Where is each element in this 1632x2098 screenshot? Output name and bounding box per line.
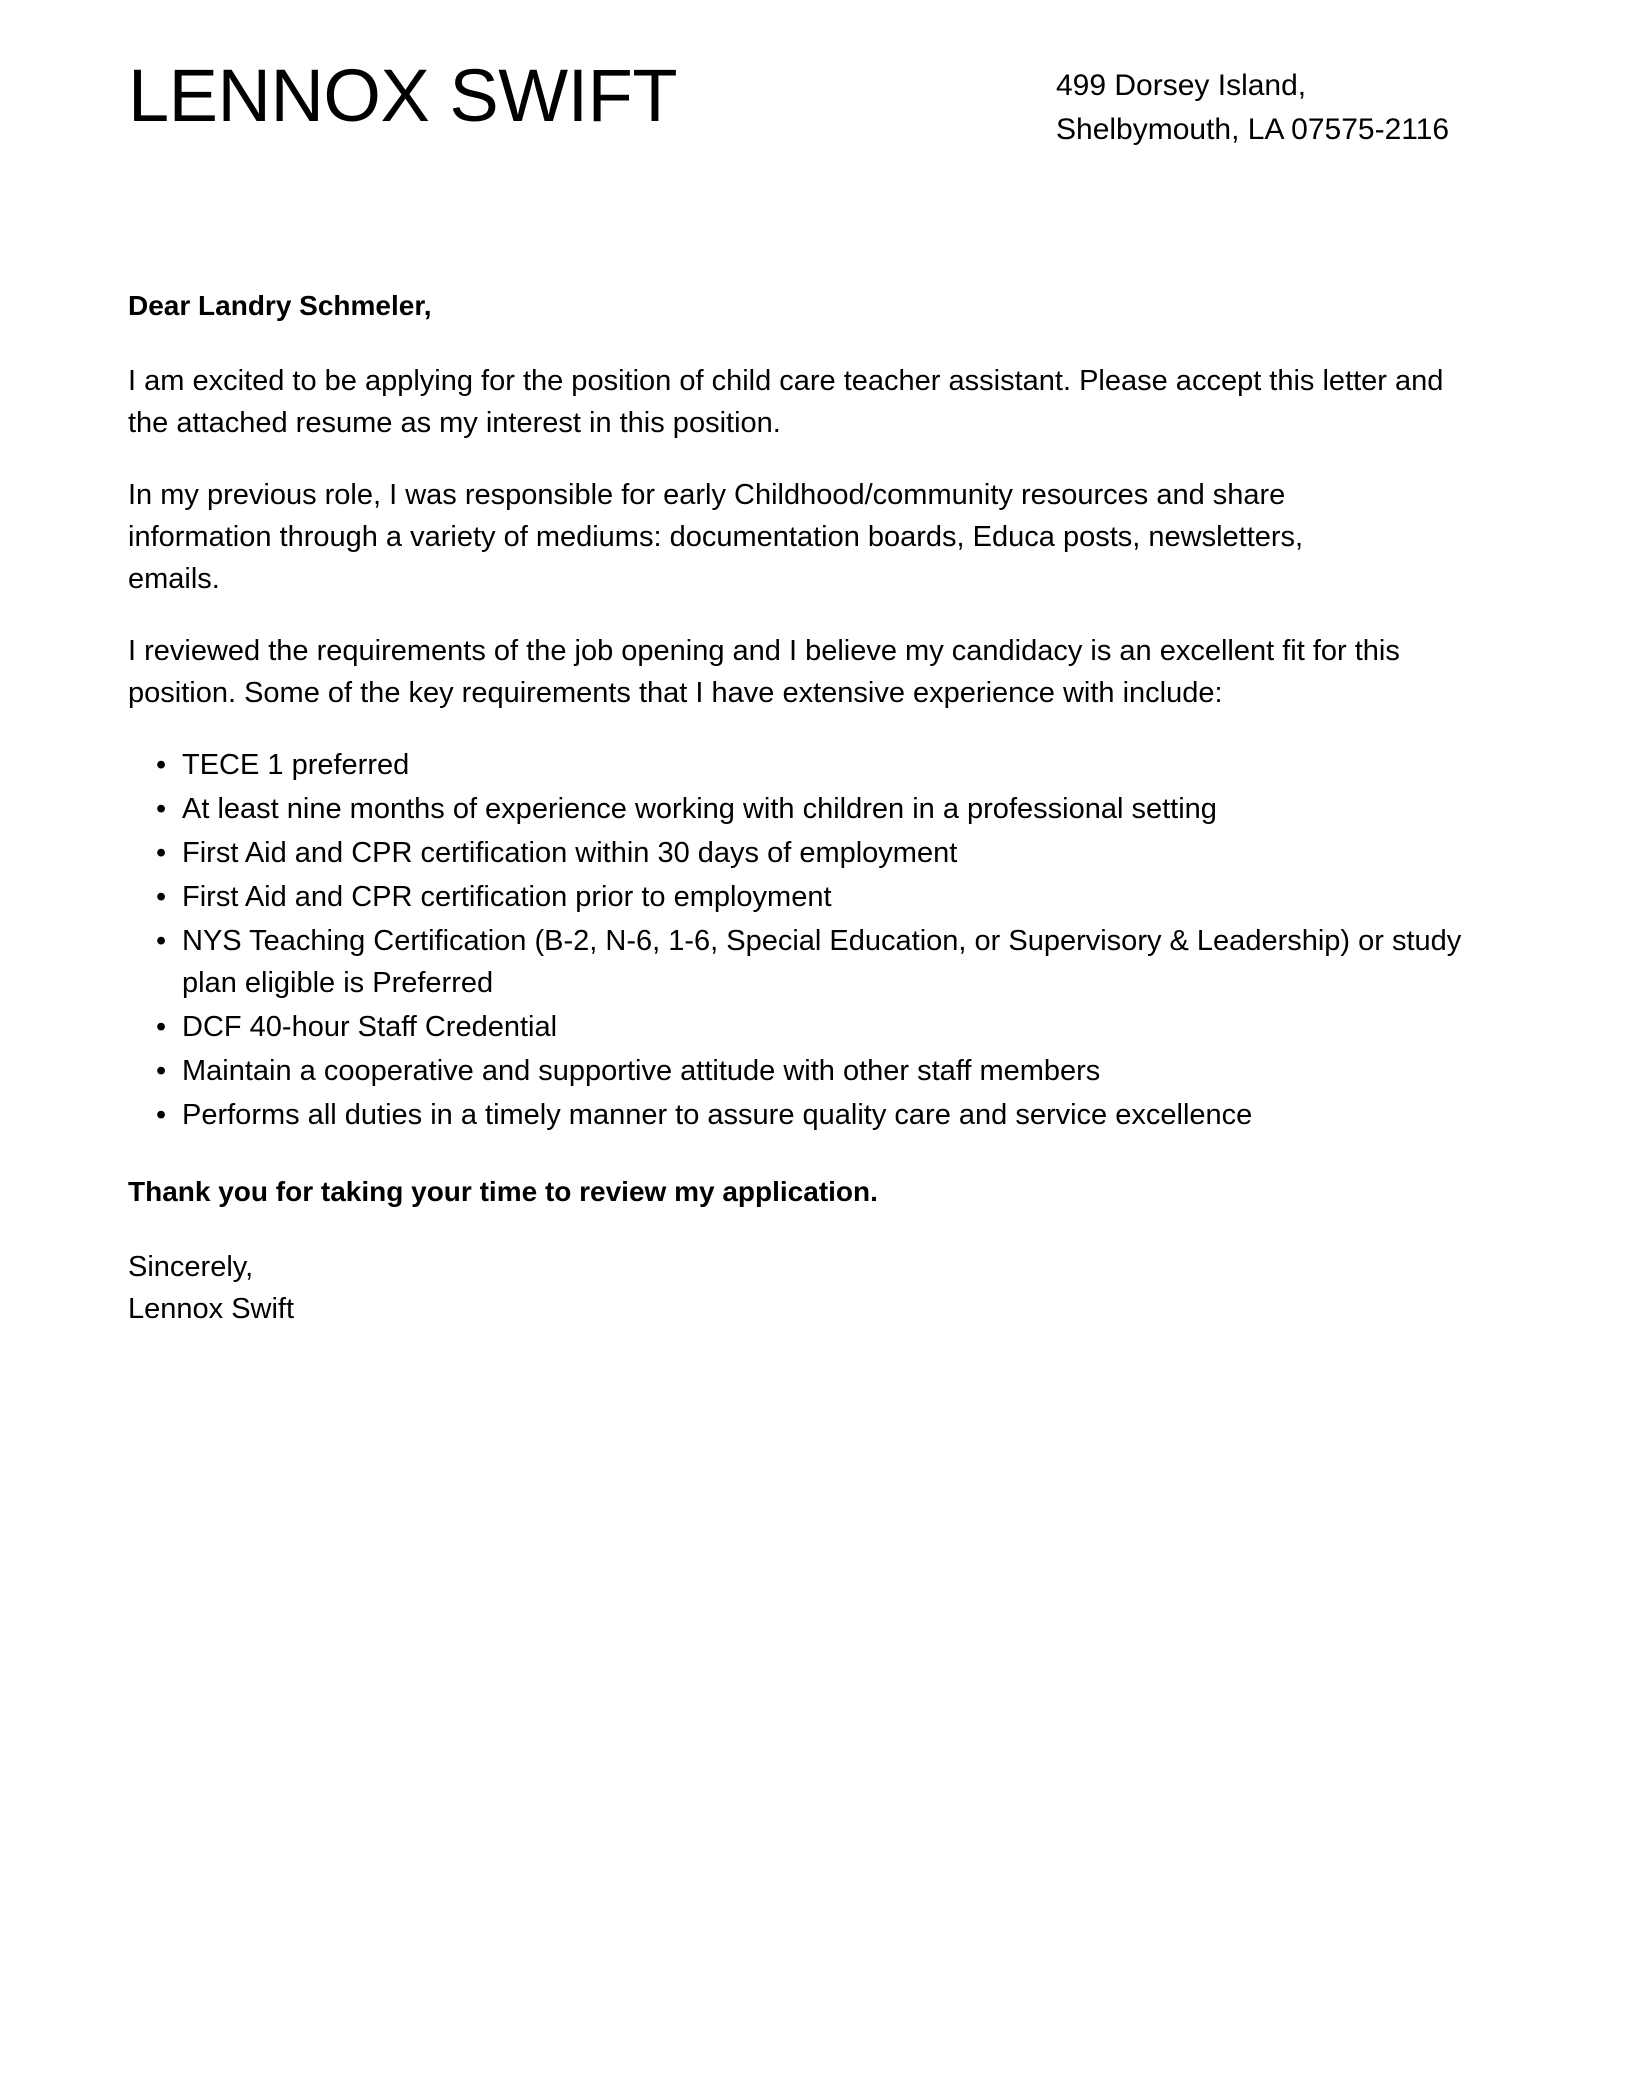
signoff-name: Lennox Swift	[128, 1293, 295, 1325]
list-item	[128, 876, 1488, 918]
candidate-name-block	[128, 52, 1028, 140]
address-line-2: Shelbymouth, LA 07575-2116	[1056, 113, 1450, 146]
signature-block	[128, 1246, 1488, 1330]
bullet-icon: •	[156, 925, 167, 957]
candidate-address-block	[1028, 52, 1504, 152]
paragraph-intro: I am excited to be applying for the position of child care teacher assistant. Please accept this letter and the attached resume as my interest in this position.	[128, 365, 1444, 439]
paragraph-requirements-intro: I reviewed the requirements of the job opening and I believe my candidacy is an excellent fit for this position. Some of the key requirements that I have extensive experience with include:	[128, 635, 1400, 709]
bullet-icon: •	[156, 1099, 167, 1131]
bullet-icon: •	[156, 749, 167, 781]
list-item	[128, 1050, 1488, 1092]
list-item-label: DCF 40-hour Staff Credential	[182, 1011, 558, 1043]
list-item	[128, 920, 1488, 1004]
list-item-label: First Aid and CPR certification prior to employment	[182, 881, 832, 913]
list-item-label: Performs all duties in a timely manner to assure quality care and service excellence	[182, 1099, 1253, 1131]
bullet-icon: •	[156, 793, 167, 825]
bullet-icon: •	[156, 1011, 167, 1043]
paragraph-experience: In my previous role, I was responsible for early Childhood/community resources and share information through a variety of mediums: documentation boards, Educa posts, newsletters, emails.	[128, 479, 1304, 595]
salutation: Dear Landry Schmeler,	[128, 290, 432, 321]
address-line-1: 499 Dorsey Island,	[1056, 69, 1307, 102]
signoff-closing: Sincerely,	[128, 1251, 254, 1283]
letter-body	[128, 286, 1488, 1330]
list-item	[128, 788, 1488, 830]
list-item-label: Maintain a cooperative and supportive attitude with other staff members	[182, 1055, 1101, 1087]
list-item-label: NYS Teaching Certification (B-2, N-6, 1-6, Special Education, or Supervisory & Leadership) or study plan eligible is Preferred	[182, 925, 1462, 999]
list-item-label: First Aid and CPR certification within 30 days of employment	[182, 837, 958, 869]
bullet-icon: •	[156, 1055, 167, 1087]
letter-header	[128, 52, 1504, 152]
thank-you-line: Thank you for taking your time to review my application.	[128, 1176, 878, 1207]
bullet-icon: •	[156, 881, 167, 913]
bullet-icon: •	[156, 837, 167, 869]
list-item	[128, 744, 1488, 786]
list-item	[128, 1006, 1488, 1048]
page-title: LENNOX SWIFT	[128, 54, 678, 137]
list-item-label: TECE 1 preferred	[182, 749, 410, 781]
list-item-label: At least nine months of experience working with children in a professional setting	[182, 793, 1217, 825]
list-item	[128, 1094, 1488, 1136]
requirements-list	[128, 744, 1488, 1136]
list-item	[128, 832, 1488, 874]
